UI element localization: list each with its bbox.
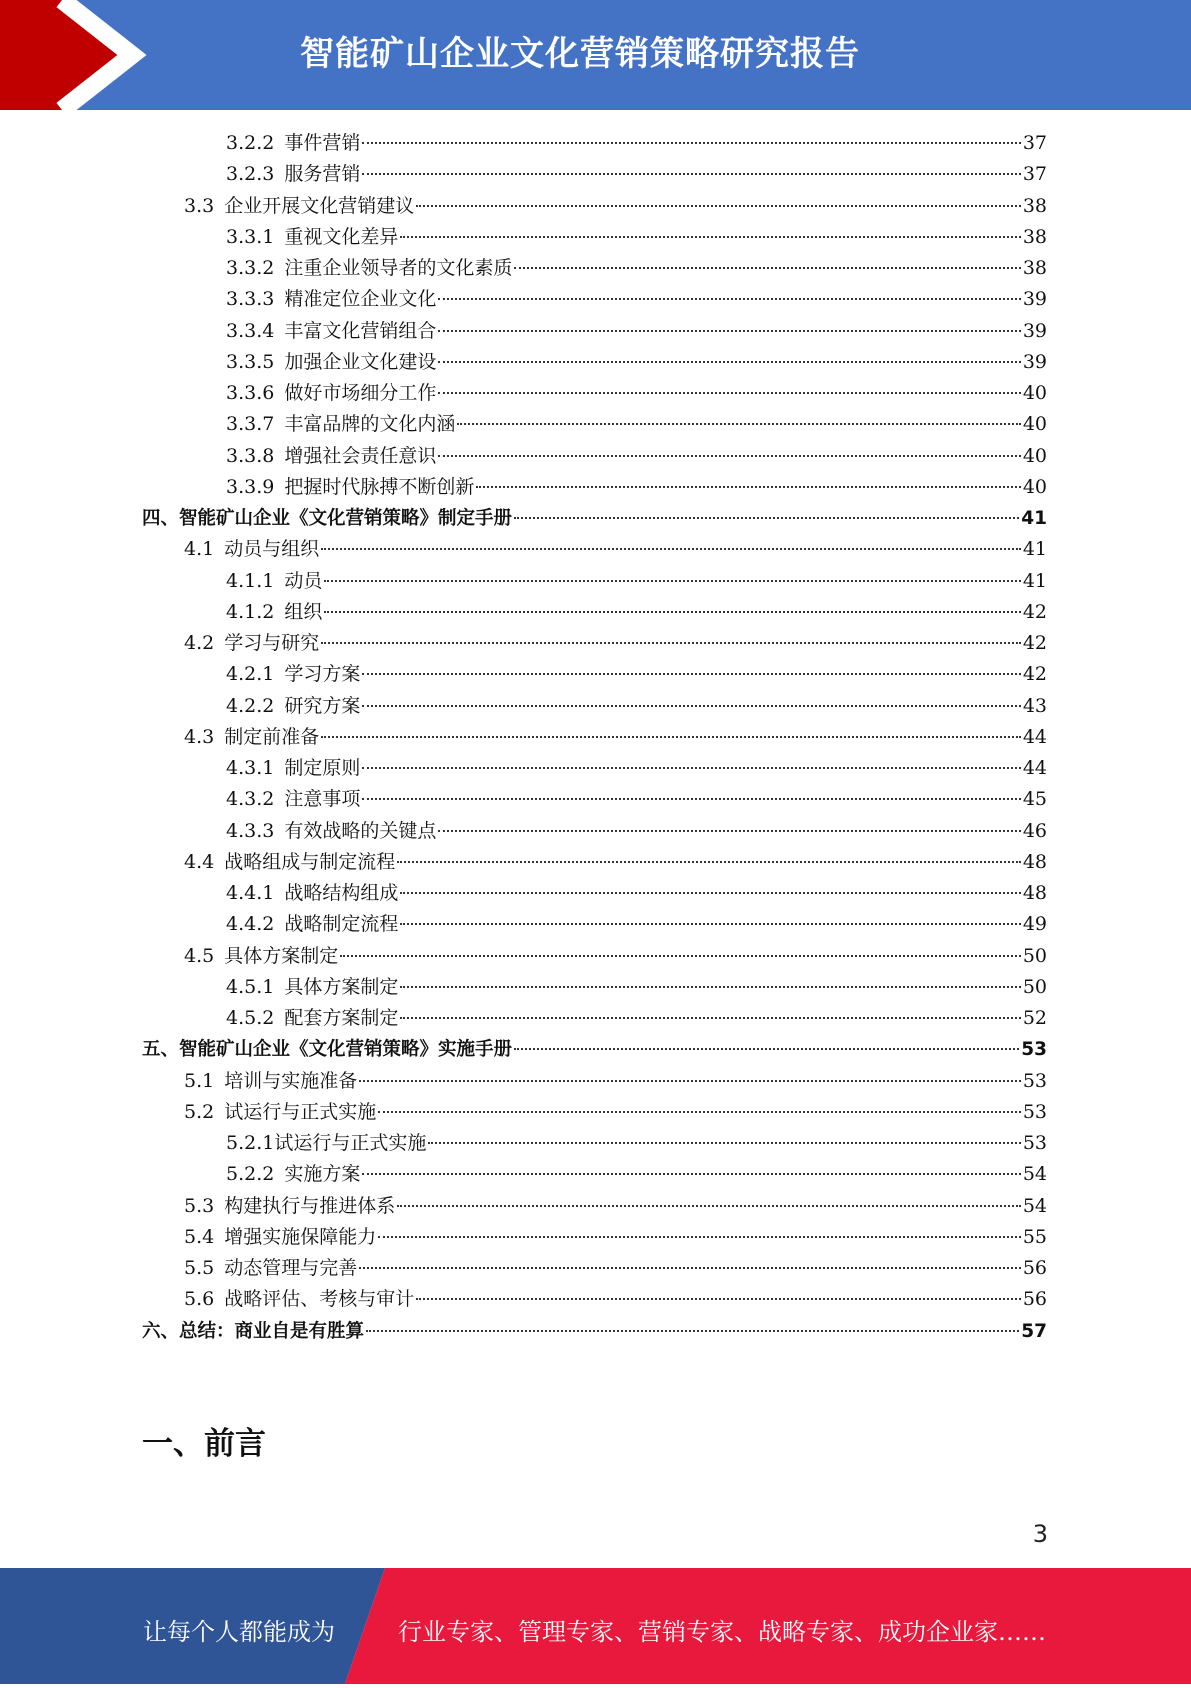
toc-entry-label: 学习方案 xyxy=(284,663,361,686)
toc-entry[interactable] xyxy=(226,659,1047,690)
toc-dot-leader xyxy=(416,1298,1021,1300)
toc-entry[interactable] xyxy=(226,972,1047,1003)
toc-entry[interactable] xyxy=(226,316,1047,347)
toc-entry[interactable] xyxy=(226,816,1047,847)
toc-entry-label: 增强社会责任意识 xyxy=(284,444,437,467)
toc-entry[interactable] xyxy=(226,878,1047,909)
toc-dot-leader xyxy=(438,361,1020,363)
toc-entry-page: 56 xyxy=(1022,1257,1047,1279)
toc-entry[interactable] xyxy=(226,347,1047,378)
toc-dot-leader xyxy=(400,1017,1020,1019)
toc-entry[interactable] xyxy=(226,472,1047,503)
toc-entry-page: 40 xyxy=(1022,413,1047,436)
toc-dot-leader xyxy=(476,486,1020,488)
toc-entry-label: 把握时代脉搏不断创新 xyxy=(284,475,475,498)
toc-entry-label: 培训与实施准备 xyxy=(224,1069,358,1092)
toc-entry-page: 43 xyxy=(1022,694,1047,717)
toc-dot-leader xyxy=(514,1048,1019,1050)
toc-entry-label: 战略结构组成 xyxy=(284,882,399,904)
toc-entry-label: 配套方案制定 xyxy=(284,1007,399,1029)
toc-entry-number: 4.4.1 xyxy=(226,882,275,904)
toc-dot-leader xyxy=(397,1205,1021,1207)
toc-dot-leader xyxy=(340,955,1021,957)
toc-entry-number: 4.3.1 xyxy=(226,757,275,779)
toc-entry-number: 3.3.7 xyxy=(226,413,275,436)
toc-entry-page: 53 xyxy=(1022,1132,1047,1154)
toc-entry-number: 3.3.1 xyxy=(226,225,275,248)
toc-entry[interactable] xyxy=(226,128,1047,159)
toc-entry-label: 重视文化差异 xyxy=(284,225,399,248)
toc-entry-page: 39 xyxy=(1022,288,1047,311)
toc-entry[interactable] xyxy=(184,1097,1047,1128)
toc-entry[interactable] xyxy=(226,284,1047,315)
toc-entry[interactable] xyxy=(226,253,1047,284)
toc-entry-page: 41 xyxy=(1021,508,1047,529)
toc-entry[interactable] xyxy=(184,1066,1047,1097)
toc-entry-label: 注意事项 xyxy=(284,788,361,811)
toc-entry-label: 战略评估、考核与审计 xyxy=(224,1288,415,1311)
toc-entry-page: 40 xyxy=(1022,475,1047,498)
toc-entry-label: 制定前准备 xyxy=(224,725,320,748)
toc-entry-number: 4.1.1 xyxy=(226,569,275,592)
toc-entry-page: 39 xyxy=(1022,350,1047,373)
toc-entry-label: 试运行与正式实施 xyxy=(274,1132,427,1154)
toc-entry-page: 40 xyxy=(1022,444,1047,467)
toc-entry[interactable] xyxy=(226,784,1047,815)
toc-entry[interactable] xyxy=(184,941,1047,972)
toc-entry-label: 战略制定流程 xyxy=(284,913,399,936)
toc-entry-label: 制定原则 xyxy=(284,757,361,779)
toc-dot-leader xyxy=(416,205,1021,207)
toc-entry-page: 41 xyxy=(1022,569,1047,592)
toc-entry[interactable] xyxy=(184,628,1047,659)
toc-entry-label: 战略组成与制定流程 xyxy=(224,850,396,873)
toc-entry-label: 智能矿山企业《文化营销策略》实施手册 xyxy=(179,1039,513,1061)
toc-entry[interactable] xyxy=(184,1253,1047,1284)
toc-dot-leader xyxy=(438,330,1020,332)
toc-entry[interactable] xyxy=(184,722,1047,753)
toc-entry-number: 4.4 xyxy=(184,850,215,873)
toc-entry[interactable] xyxy=(226,441,1047,472)
toc-entry-number: 3.3.9 xyxy=(226,475,275,498)
toc-entry-page: 54 xyxy=(1022,1194,1047,1217)
toc-entry[interactable] xyxy=(184,1191,1047,1222)
toc-entry-number: 六、 xyxy=(142,1320,180,1342)
toc-dot-leader xyxy=(514,267,1020,269)
toc-entry-label: 企业开展文化营销建议 xyxy=(224,194,415,217)
toc-entry-page: 50 xyxy=(1022,975,1047,998)
toc-entry-number: 3.3.8 xyxy=(226,444,275,467)
toc-dot-leader xyxy=(324,580,1020,582)
toc-entry-page: 42 xyxy=(1022,632,1047,654)
toc-entry-number: 3.3.5 xyxy=(226,350,275,373)
toc-entry-number: 4.3.3 xyxy=(226,819,275,842)
toc-dot-leader xyxy=(362,673,1020,675)
toc-entry-page: 46 xyxy=(1022,819,1047,842)
toc-entry[interactable] xyxy=(184,534,1047,565)
toc-entry-label: 增强实施保障能力 xyxy=(224,1225,377,1248)
toc-entry-page: 48 xyxy=(1022,850,1047,873)
toc-dot-leader xyxy=(362,798,1020,800)
toc-dot-leader xyxy=(428,1142,1020,1144)
toc-dot-leader xyxy=(400,236,1020,238)
toc-dot-leader xyxy=(362,705,1020,707)
toc-entry-page: 53 xyxy=(1021,1039,1047,1061)
section-heading: 一、前言 xyxy=(142,1426,266,1462)
toc-entry-page: 44 xyxy=(1022,757,1047,779)
toc-entry[interactable] xyxy=(226,222,1047,253)
toc-entry-number: 4.5 xyxy=(184,944,215,967)
page-footer xyxy=(0,1568,1191,1684)
toc-entry-page: 54 xyxy=(1022,1163,1047,1186)
toc-entry-page: 56 xyxy=(1022,1288,1047,1311)
toc-entry-number: 3.3.4 xyxy=(226,319,275,342)
toc-entry-label: 注重企业领导者的文化素质 xyxy=(284,257,513,279)
toc-dot-leader xyxy=(400,923,1020,925)
page-number: 3 xyxy=(1032,1520,1048,1548)
toc-entry-page: 41 xyxy=(1022,538,1047,561)
toc-entry-page: 55 xyxy=(1022,1225,1047,1248)
toc-dot-leader xyxy=(362,1173,1020,1175)
toc-entry-page: 53 xyxy=(1022,1100,1047,1123)
toc-entry[interactable] xyxy=(226,378,1047,409)
toc-entry-page: 52 xyxy=(1022,1007,1047,1029)
toc-dot-leader xyxy=(400,892,1020,894)
toc-entry-number: 5.2.1 xyxy=(226,1132,275,1154)
toc-entry-label: 动员与组织 xyxy=(224,538,320,561)
toc-entry[interactable] xyxy=(226,1003,1047,1034)
toc-dot-leader xyxy=(362,173,1020,175)
toc-entry-label: 精准定位企业文化 xyxy=(284,288,437,311)
toc-entry-page: 45 xyxy=(1022,788,1047,811)
toc-entry-page: 48 xyxy=(1022,882,1047,904)
toc-entry[interactable] xyxy=(226,1159,1047,1190)
toc-entry[interactable] xyxy=(142,1316,1047,1347)
toc-entry[interactable] xyxy=(226,409,1047,440)
toc-entry-page: 40 xyxy=(1022,382,1047,404)
toc-entry-page: 38 xyxy=(1022,225,1047,248)
toc-entry[interactable] xyxy=(142,503,1047,534)
toc-dot-leader xyxy=(366,1330,1019,1332)
toc-entry-page: 44 xyxy=(1022,725,1047,748)
toc-entry-number: 3.2.2 xyxy=(226,132,275,154)
toc-dot-leader xyxy=(378,1236,1021,1238)
toc-entry-number: 3.3.6 xyxy=(226,382,275,404)
toc-entry-number: 3.3.3 xyxy=(226,288,275,311)
toc-entry-page: 38 xyxy=(1022,194,1047,217)
footer-slogan-right: 行业专家、管理专家、营销专家、战略专家、成功企业家…… xyxy=(398,1618,1046,1646)
toc-entry-label: 研究方案 xyxy=(284,694,361,717)
toc-entry-label: 学习与研究 xyxy=(224,632,320,654)
toc-entry-label: 丰富文化营销组合 xyxy=(284,319,437,342)
toc-entry-label: 具体方案制定 xyxy=(284,975,399,998)
toc-entry-label: 实施方案 xyxy=(284,1163,361,1186)
toc-entry-number: 5.3 xyxy=(184,1194,215,1217)
toc-entry-number: 5.2 xyxy=(184,1100,215,1123)
toc-entry[interactable] xyxy=(184,191,1047,222)
toc-entry-page: 53 xyxy=(1022,1069,1047,1092)
toc-dot-leader xyxy=(362,767,1020,769)
toc-entry-number: 4.2.1 xyxy=(226,663,275,686)
toc-dot-leader xyxy=(359,1267,1021,1269)
toc-entry-label: 构建执行与推进体系 xyxy=(224,1194,396,1217)
toc-entry[interactable] xyxy=(226,909,1047,940)
toc-entry[interactable] xyxy=(226,159,1047,190)
report-title: 智能矿山企业文化营销策略研究报告 xyxy=(300,34,860,74)
toc-dot-leader xyxy=(397,861,1021,863)
toc-entry[interactable] xyxy=(226,753,1047,784)
toc-entry-label: 动态管理与完善 xyxy=(224,1257,358,1279)
toc-entry-page: 37 xyxy=(1022,163,1047,186)
toc-entry-number: 4.4.2 xyxy=(226,913,275,936)
toc-entry-label: 动员 xyxy=(284,569,323,592)
toc-dot-leader xyxy=(321,736,1021,738)
toc-dot-leader xyxy=(362,142,1020,144)
toc-entry-label: 有效战略的关键点 xyxy=(284,819,437,842)
toc-dot-leader xyxy=(457,423,1020,425)
toc-entry-label: 总结：商业自是有胜算 xyxy=(179,1320,365,1342)
toc-entry-label: 服务营销 xyxy=(284,163,361,186)
toc-entry-page: 49 xyxy=(1022,913,1047,936)
toc-dot-leader xyxy=(438,298,1020,300)
toc-dot-leader xyxy=(438,392,1020,394)
toc-entry-number: 5.2.2 xyxy=(226,1163,275,1186)
toc-entry-number: 5.5 xyxy=(184,1257,215,1279)
toc-entry[interactable] xyxy=(184,847,1047,878)
toc-entry-page: 38 xyxy=(1022,257,1047,279)
toc-entry-label: 做好市场细分工作 xyxy=(284,382,437,404)
toc-entry-page: 37 xyxy=(1022,132,1047,154)
toc-entry-number: 5.4 xyxy=(184,1225,215,1248)
toc-entry-number: 4.2.2 xyxy=(226,694,275,717)
toc-entry[interactable] xyxy=(142,1034,1047,1065)
toc-dot-leader xyxy=(378,1111,1021,1113)
toc-entry-number: 四、 xyxy=(142,508,180,529)
toc-entry-label: 组织 xyxy=(284,600,323,623)
toc-entry-label: 丰富品牌的文化内涵 xyxy=(284,413,456,436)
toc-entry-number: 4.5.2 xyxy=(226,1007,275,1029)
toc-dot-leader xyxy=(321,548,1021,550)
toc-entry[interactable] xyxy=(226,691,1047,722)
toc-entry[interactable] xyxy=(226,566,1047,597)
toc-entry-number: 4.3 xyxy=(184,725,215,748)
toc-dot-leader xyxy=(438,830,1020,832)
toc-entry-number: 4.1.2 xyxy=(226,600,275,623)
toc-dot-leader xyxy=(359,1080,1021,1082)
toc-entry[interactable] xyxy=(184,1284,1047,1315)
toc-entry-number: 3.3 xyxy=(184,194,215,217)
toc-entry-number: 4.3.2 xyxy=(226,788,275,811)
page-header xyxy=(0,0,1191,110)
toc-entry[interactable] xyxy=(184,1222,1047,1253)
toc-dot-leader xyxy=(321,642,1021,644)
toc-entry-number: 五、 xyxy=(142,1039,180,1061)
toc-entry-page: 50 xyxy=(1022,944,1047,967)
toc-entry-label: 具体方案制定 xyxy=(224,944,339,967)
toc-dot-leader xyxy=(438,455,1020,457)
toc-entry-page: 57 xyxy=(1021,1320,1047,1342)
toc-entry-label: 试运行与正式实施 xyxy=(224,1100,377,1123)
toc-entry-number: 5.6 xyxy=(184,1288,215,1311)
toc-entry-label: 加强企业文化建设 xyxy=(284,350,437,373)
toc-entry-label: 事件营销 xyxy=(284,132,361,154)
toc-entry-page: 39 xyxy=(1022,319,1047,342)
toc-entry[interactable] xyxy=(226,597,1047,628)
toc-entry-number: 4.1 xyxy=(184,538,215,561)
toc-entry-number: 5.1 xyxy=(184,1069,215,1092)
toc-entry-number: 4.2 xyxy=(184,632,215,654)
footer-slogan-left: 让每个人都能成为 xyxy=(143,1618,335,1646)
toc-entry-label: 智能矿山企业《文化营销策略》制定手册 xyxy=(179,508,513,529)
toc-entry[interactable] xyxy=(226,1128,1047,1159)
toc-entry-number: 4.5.1 xyxy=(226,975,275,998)
toc-entry-page: 42 xyxy=(1022,600,1047,623)
toc-entry-page: 42 xyxy=(1022,663,1047,686)
toc-dot-leader xyxy=(400,986,1020,988)
toc-dot-leader xyxy=(514,517,1019,519)
toc-entry-number: 3.3.2 xyxy=(226,257,275,279)
toc-dot-leader xyxy=(324,611,1020,613)
toc-entry-number: 3.2.3 xyxy=(226,163,275,186)
